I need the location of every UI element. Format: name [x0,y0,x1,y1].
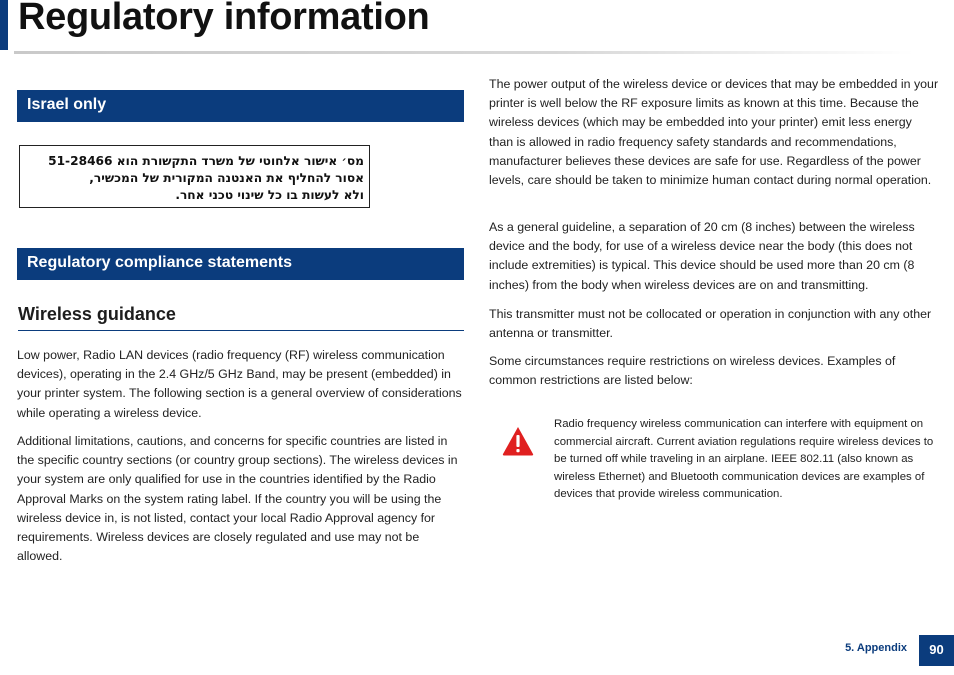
israel-notice-line: מס׳ אישור אלחוטי של משרד התקשורת הוא 51-28466 [48,154,364,168]
footer-section-label: 5. Appendix [845,642,907,654]
israel-notice-line: אסור להחליף את האנטנה המקורית של המכשיר, [89,171,364,185]
title-accent-bar [0,0,8,50]
israel-notice-box [19,145,370,208]
left-paragraph: Low power, Radio LAN devices (radio frequency (RF) wireless communication devices), operating in the 2.4 GHz/5 GHz Band, may be present (embedded) in your printer system. The following section is a general overview of considerations while operating a wireless device. [17,348,462,420]
right-paragraph: This transmitter must not be collocated or operation in conjunction with any other antenna or transmitter. [489,307,932,341]
right-paragraph: The power output of the wireless device or devices that may be embedded in your printer is well below the RF exposure limits as known at this time. Because the wireless devices (which may be embedded into your printer) emit less energy than is allowed in radio frequency safety standards and recommendations, manufacturer believes these devices are safe for use. Regardless of the power levels, care should be taken to minimize human contact during normal operation. [489,77,939,188]
page-number-badge: 90 [919,635,954,666]
left-paragraph: Additional limitations, cautions, and concerns for specific countries are listed in the specific country sections (or country group sections). The wireless devices in your system are only qualified for use in the countries identified by the Radio Approval Marks on the system rating label. If the country you will be using the wireless device in, is not listed, contact your local Radio Approval agency for requirements. Wireless devices are closely regulated and use may not be allowed. [17,434,458,564]
page-title: Regulatory information [18,0,430,38]
section-heading-israel: Israel only [17,90,464,122]
warning-text: Radio frequency wireless communication can interfere with equipment on commercial aircraft. Current aviation regulations require wireless devices to be turned off while traveling in an airplane. IEEE 802.11 (also known as wireless Ethernet) and Bluetooth communication devices are examples of devices that provide wireless communication. [554,418,934,501]
wireless-guidance-heading: Wireless guidance [18,304,464,331]
warning-triangle-icon [502,425,534,457]
section-heading-compliance: Regulatory compliance statements [17,248,464,280]
title-divider [14,51,914,54]
right-paragraph: Some circumstances require restrictions on wireless devices. Examples of common restrictions are listed below: [489,354,896,388]
israel-notice-line: ולא לעשות בו כל שינוי טכני אחר. [175,188,364,202]
right-paragraph: As a general guideline, a separation of 20 cm (8 inches) between the wireless device and the body, for use of a wireless device near the body (this does not include extremities) is typical. This device should be used more than 20 cm (8 inches) from the body when wireless devices are on and transmitting. [489,220,915,292]
